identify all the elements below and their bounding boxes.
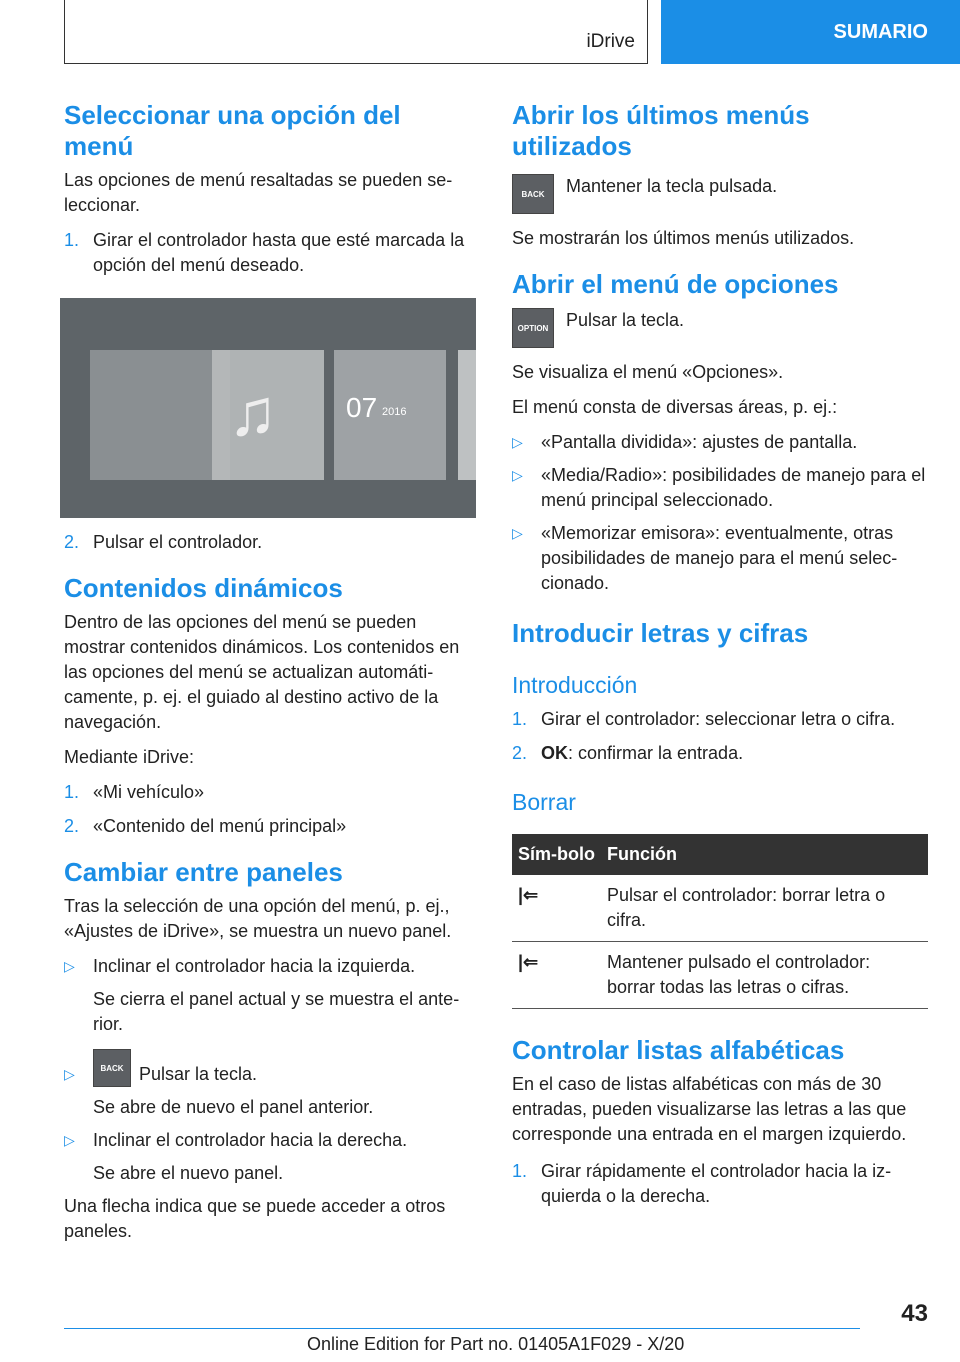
section-title-options: Abrir el menú de opciones bbox=[512, 269, 839, 299]
list-item: 2. OK : confirmar la entrada. bbox=[512, 741, 928, 766]
footer-edition: Online Edition for Part no. 01405A1F029 - X/20 bbox=[307, 1334, 685, 1354]
paragraph: Se mostrarán los últimos menús utilizados. bbox=[512, 228, 855, 248]
paragraph: Se visualiza el menú «Opciones». bbox=[512, 362, 784, 382]
bullet-item: ▷ Inclinar el controlador hacia la izquierda. bbox=[64, 954, 476, 979]
bullet-item: ▷ BACK Pulsar la tecla. bbox=[64, 1049, 476, 1087]
right-column bbox=[512, 100, 928, 1209]
table-row: |⇐ Mantener pulsado el controlador: borrar todas las letras o cifras. bbox=[512, 942, 928, 1009]
calendar-year: 2016 bbox=[382, 406, 407, 418]
calendar-day: 07 bbox=[346, 392, 378, 423]
table-row: |⇐ Pulsar el controlador: borrar letra o cifra. bbox=[512, 875, 928, 942]
header-title: iDrive bbox=[586, 31, 635, 52]
section-title-dynamic: Contenidos dinámicos bbox=[64, 573, 343, 603]
triangle-bullet-icon: ▷ bbox=[64, 1066, 75, 1082]
vehicle-panel bbox=[90, 350, 230, 480]
triangle-bullet-icon: ▷ bbox=[64, 958, 75, 974]
page-number: 43 bbox=[901, 1300, 928, 1327]
ok-icon: OK bbox=[541, 743, 568, 763]
triangle-bullet-icon: ▷ bbox=[512, 434, 523, 450]
music-note-icon: ♫ bbox=[228, 375, 278, 449]
back-key-icon: BACK bbox=[93, 1049, 131, 1087]
footer-divider bbox=[64, 1328, 860, 1329]
idrive-screen-image bbox=[60, 298, 476, 518]
list-item: 2. Pulsar el controlador. bbox=[64, 532, 263, 552]
key-row: OPTION Pulsar la tecla. bbox=[512, 308, 928, 348]
list-item: 1. «Mi vehículo» bbox=[64, 782, 205, 802]
bullet-item: ▷ «Pantalla dividida»: ajustes de pantalla. bbox=[512, 430, 928, 455]
triangle-bullet-icon: ▷ bbox=[64, 1132, 75, 1148]
section-title-lists: Controlar listas alfabéticas bbox=[512, 1035, 845, 1065]
paragraph: Tras la selección de una opción del menú, p. ej., «Ajustes de iDrive», se muestra un nuevo panel. bbox=[64, 896, 452, 941]
list-item: 1. Girar rápidamente el controlador hacia la iz-quierda o la derecha. bbox=[512, 1161, 892, 1206]
paragraph: Se abre el nuevo panel. bbox=[93, 1163, 284, 1183]
table-header: Función bbox=[601, 834, 928, 875]
delete-icon: |⇐ bbox=[512, 942, 601, 1009]
sumario-button[interactable]: SUMARIO bbox=[661, 0, 960, 64]
bullet-item: ▷ «Memorizar emisora»: eventualmente, otras posibilidades de manejo para el menú selec-cionado. bbox=[512, 521, 928, 596]
delete-table bbox=[512, 834, 928, 1009]
left-column bbox=[64, 100, 476, 1244]
paragraph: Las opciones de menú resaltadas se pueden se-leccionar. bbox=[64, 170, 453, 215]
paragraph: Se cierra el panel actual y se muestra el ante-rior. bbox=[93, 989, 460, 1034]
section-title-recent: Abrir los últimos menús utilizados bbox=[512, 100, 810, 161]
section-title-select: Seleccionar una opción del menú bbox=[64, 100, 401, 161]
list-item: 1. Girar el controlador hasta que esté marcada la opción del menú deseado. bbox=[64, 230, 465, 275]
delete-icon: |⇐ bbox=[512, 875, 601, 942]
list-item: 2. «Contenido del menú principal» bbox=[64, 816, 347, 836]
next-panel bbox=[458, 350, 476, 480]
paragraph: Mediante iDrive: bbox=[64, 747, 195, 767]
key-row: BACK Mantener la tecla pulsada. bbox=[512, 174, 928, 214]
list-item: 1. Girar el controlador: seleccionar letra o cifra. bbox=[512, 709, 896, 729]
triangle-bullet-icon: ▷ bbox=[512, 525, 523, 541]
paragraph: Una flecha indica que se puede acceder a otros paneles. bbox=[64, 1196, 446, 1241]
paragraph: En el caso de listas alfabéticas con más de 30 entradas, pueden visualizarse las letras a las que corresponde una entrada en el margen izquierdo. bbox=[512, 1074, 907, 1144]
section-title-input: Introducir letras y cifras bbox=[512, 618, 809, 648]
paragraph: Dentro de las opciones del menú se pueden mostrar contenidos dinámicos. Los contenidos en las opciones del menú se actualizan automáti-camente, p. ej. el guiado al destino activo de la navegación. bbox=[64, 612, 460, 732]
paragraph: Se abre de nuevo el panel anterior. bbox=[93, 1097, 374, 1117]
paragraph: El menú consta de diversas áreas, p. ej.: bbox=[512, 397, 838, 417]
table-header: Sím-bolo bbox=[512, 834, 601, 875]
option-key-icon: OPTION bbox=[512, 308, 554, 348]
bullet-item: ▷ «Media/Radio»: posibilidades de manejo para el menú principal seleccionado. bbox=[512, 463, 928, 513]
subsection-title-delete: Borrar bbox=[512, 789, 576, 815]
triangle-bullet-icon: ▷ bbox=[512, 467, 523, 483]
bullet-item: ▷ Inclinar el controlador hacia la derecha. bbox=[64, 1128, 476, 1153]
header-frame bbox=[64, 0, 648, 64]
section-title-panels: Cambiar entre paneles bbox=[64, 857, 343, 887]
subsection-title-intro: Introducción bbox=[512, 672, 638, 698]
back-key-icon: BACK bbox=[512, 174, 554, 214]
